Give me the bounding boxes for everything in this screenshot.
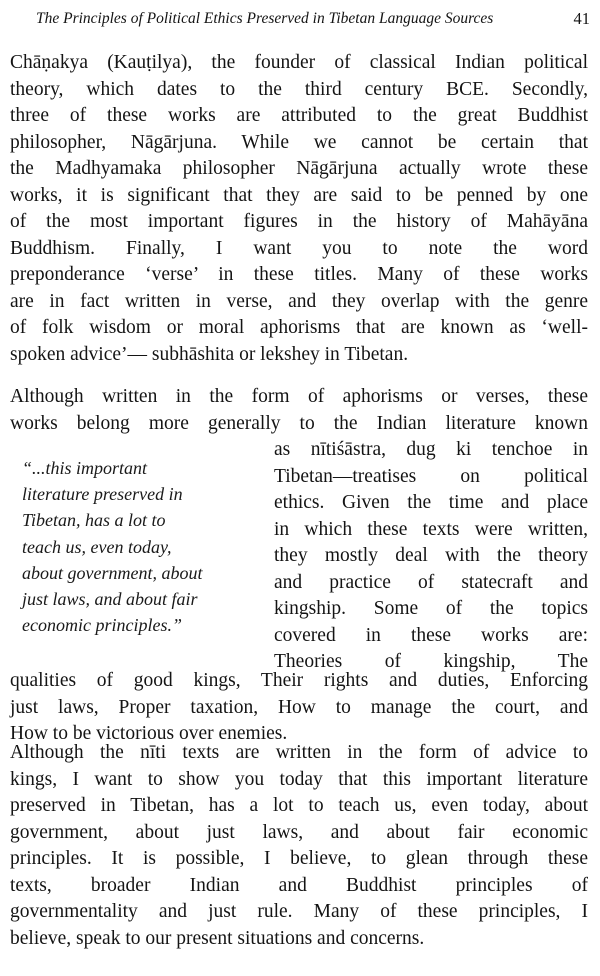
pull-quote-line: Tibetan, has a lot to (22, 510, 166, 531)
text-line: Theories of kingship, The (274, 651, 588, 672)
text-line: Although written in the form of aphorisms or verses, these (10, 386, 588, 407)
text-line: Tibetan—treatises on political (274, 465, 588, 487)
text-line: preserved in Tibetan, has a lot to teach us, even today, about (10, 795, 588, 816)
text-line: kingship. Some of the topics (274, 598, 588, 619)
text-line: governmentality and just rule. Many of these principles, I (10, 901, 588, 922)
text-line: qualities of good kings, Their rights and duties, Enforcing (10, 670, 588, 691)
text-line: Buddhism. Finally, I want you to note the word (10, 237, 588, 259)
text-line: theory, which dates to the third century BCE. Secondly, (10, 78, 588, 100)
paragraph-2-opening (10, 384, 588, 437)
pull-quote-line: about government, about (22, 562, 203, 583)
pull-quote-line: economic principles.” (22, 615, 182, 636)
paragraph-1 (10, 50, 588, 368)
pull-quote (22, 455, 250, 638)
text-line: and practice of statecraft and (274, 571, 588, 593)
text-line: just laws, Proper taxation, How to manage the court, and (10, 696, 588, 718)
running-title: The Principles of Political Ethics Preserved in Tibetan Language Sources (36, 10, 494, 27)
text-line: covered in these works are: (274, 624, 588, 646)
text-line: works, it is significant that they are said to be penned by one (10, 184, 588, 206)
text-line: philosopher, Nāgārjuna. While we cannot be certain that (10, 131, 588, 153)
text-line: in which these texts were written, (274, 518, 588, 540)
text-line: Chāṇakya (Kauṭilya), the founder of classical Indian political (10, 52, 588, 73)
text-line: texts, broader Indian and Buddhist principles of (10, 874, 588, 896)
paragraph-2-tail (10, 668, 588, 748)
text-line: ethics. Given the time and place (274, 492, 588, 513)
text-line: How to be victorious over enemies. (10, 723, 288, 744)
text-line: of folk wisdom or moral aphorisms that are known as ‘well- (10, 317, 588, 338)
page-number: 41 (573, 9, 590, 28)
pull-quote-line: just laws, and about fair (22, 589, 198, 610)
text-line: as nītiśāstra, dug ki tenchoe in (274, 439, 588, 460)
text-line: government, about just laws, and about fair economic (10, 821, 588, 843)
text-line: principles. It is possible, I believe, to glean through these (10, 848, 588, 869)
text-line: works belong more generally to the Indian literature known (10, 412, 588, 434)
text-line: of the most important figures in the history of Mahāyāna (10, 211, 588, 232)
text-line: kings, I want to show you today that this important literature (10, 768, 588, 790)
text-line: are in fact written in verse, and they overlap with the genre (10, 290, 588, 312)
text-line: preponderance ‘verse’ in these titles. Many of these works (10, 264, 588, 285)
paragraph-2-indented (274, 437, 588, 676)
pull-quote-line: “...this important (22, 458, 148, 478)
running-head (36, 9, 590, 29)
text-line: believe, speak to our present situations and concerns. (10, 927, 425, 949)
pull-quote-line: literature preserved in (22, 484, 183, 505)
pull-quote-line: teach us, even today, (22, 536, 172, 557)
paragraph-3 (10, 740, 588, 952)
text-line: they mostly deal with the theory (274, 545, 588, 566)
text-line: the Madhyamaka philosopher Nāgārjuna actually wrote these (10, 158, 588, 179)
text-line: spoken advice’— subhāshita or lekshey in Tibetan. (10, 343, 409, 365)
text-line: three of these works are attributed to the great Buddhist (10, 105, 588, 126)
text-line: Although the nīti texts are written in the form of advice to (10, 742, 588, 763)
